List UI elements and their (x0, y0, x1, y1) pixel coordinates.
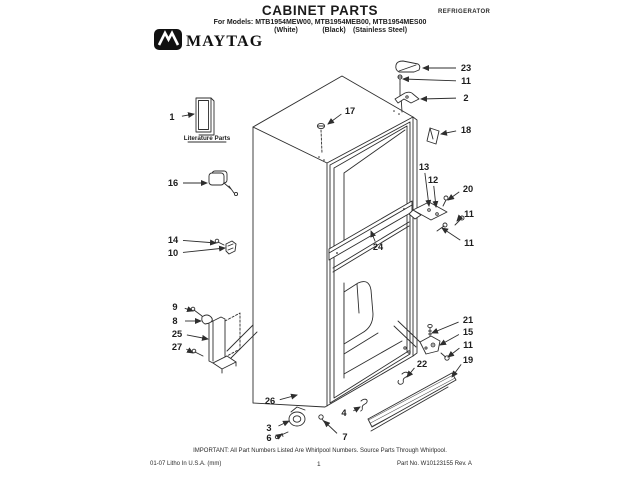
callout-25 (172, 329, 208, 339)
svg-text:24: 24 (372, 242, 384, 253)
part-center-rail (329, 201, 412, 260)
svg-text:1: 1 (169, 112, 175, 123)
page-number: 1 (317, 461, 321, 468)
svg-text:23: 23 (460, 63, 472, 74)
models-line: For Models: MTB1954MEW00, MTB1954MEB00, MTB1954MES00 (213, 19, 427, 26)
svg-text:7: 7 (342, 432, 348, 443)
callout-27 (172, 342, 193, 353)
finish-white: (White) (274, 27, 298, 34)
part-screw-14-bracket-10 (215, 239, 236, 254)
callout-19 (452, 355, 473, 377)
callout-11 (457, 209, 474, 221)
literature-label: Literature Parts (183, 135, 231, 142)
svg-text:19: 19 (462, 355, 474, 366)
callout-3 (266, 421, 289, 433)
callout-23 (423, 63, 471, 73)
svg-text:17: 17 (344, 106, 356, 117)
svg-text:9: 9 (172, 302, 178, 313)
callout-4 (341, 407, 360, 418)
svg-text:11: 11 (461, 76, 471, 87)
svg-text:22: 22 (416, 359, 428, 370)
svg-text:15: 15 (462, 327, 474, 338)
callout-14 (168, 235, 216, 245)
svg-text:26: 26 (264, 396, 276, 407)
callout-11 (442, 228, 474, 248)
callout-18 (441, 125, 471, 135)
callout-8 (172, 316, 201, 326)
callout-11 (403, 76, 471, 86)
finish-stainless: (Stainless Steel) (352, 27, 408, 34)
svg-text:16: 16 (167, 178, 179, 189)
svg-text:18: 18 (460, 125, 472, 136)
svg-text:3: 3 (266, 423, 272, 434)
svg-text:6: 6 (266, 433, 272, 444)
svg-text:12: 12 (427, 175, 439, 186)
callout-9 (172, 302, 193, 312)
callout-20 (448, 184, 473, 200)
svg-text:25: 25 (171, 329, 183, 340)
svg-text:4: 4 (341, 408, 347, 419)
svg-text:11: 11 (464, 209, 474, 220)
callout-22 (407, 359, 427, 377)
svg-text:13: 13 (418, 162, 430, 173)
svg-text:10: 10 (167, 248, 179, 259)
air-duct (344, 282, 378, 354)
svg-text:20: 20 (462, 184, 474, 195)
part-base-grille (368, 373, 456, 431)
callout-6 (266, 433, 282, 443)
doc-type-label: REFRIGERATOR (438, 9, 491, 15)
callout-2 (421, 93, 469, 103)
callout-10 (168, 248, 225, 258)
part-bracket-assembly-lower-left (191, 307, 257, 373)
part-literature (196, 98, 214, 135)
svg-text:11: 11 (463, 340, 473, 351)
part-bottom-hinge-group (394, 321, 449, 384)
part-screw-17 (317, 123, 324, 160)
part-number: Part No. W10123155 Rev. A (397, 461, 472, 467)
svg-text:21: 21 (462, 315, 474, 326)
cabinet-outline (253, 76, 417, 407)
important-note: IMPORTANT: All Part Numbers Listed Are Whirlpool Numbers. Source Parts Through Whirlpool. (193, 448, 447, 454)
svg-text:27: 27 (171, 342, 183, 353)
svg-text:2: 2 (463, 93, 469, 104)
page-title: CABINET PARTS (261, 3, 379, 18)
svg-text:14: 14 (167, 235, 179, 246)
brand-wordmark: MAYTAG (186, 33, 264, 50)
litho-line: 01-07 Litho In U.S.A. (mm) (150, 461, 222, 467)
part-top-hinge-group (393, 61, 439, 144)
svg-text:11: 11 (464, 238, 474, 249)
callout-1 (169, 112, 194, 122)
callout-17 (328, 106, 355, 124)
svg-text:8: 8 (172, 316, 178, 327)
finish-black: (Black) (322, 27, 346, 34)
callout-16 (168, 178, 207, 188)
callout-7 (324, 421, 348, 442)
part-clip-16 (209, 171, 238, 196)
